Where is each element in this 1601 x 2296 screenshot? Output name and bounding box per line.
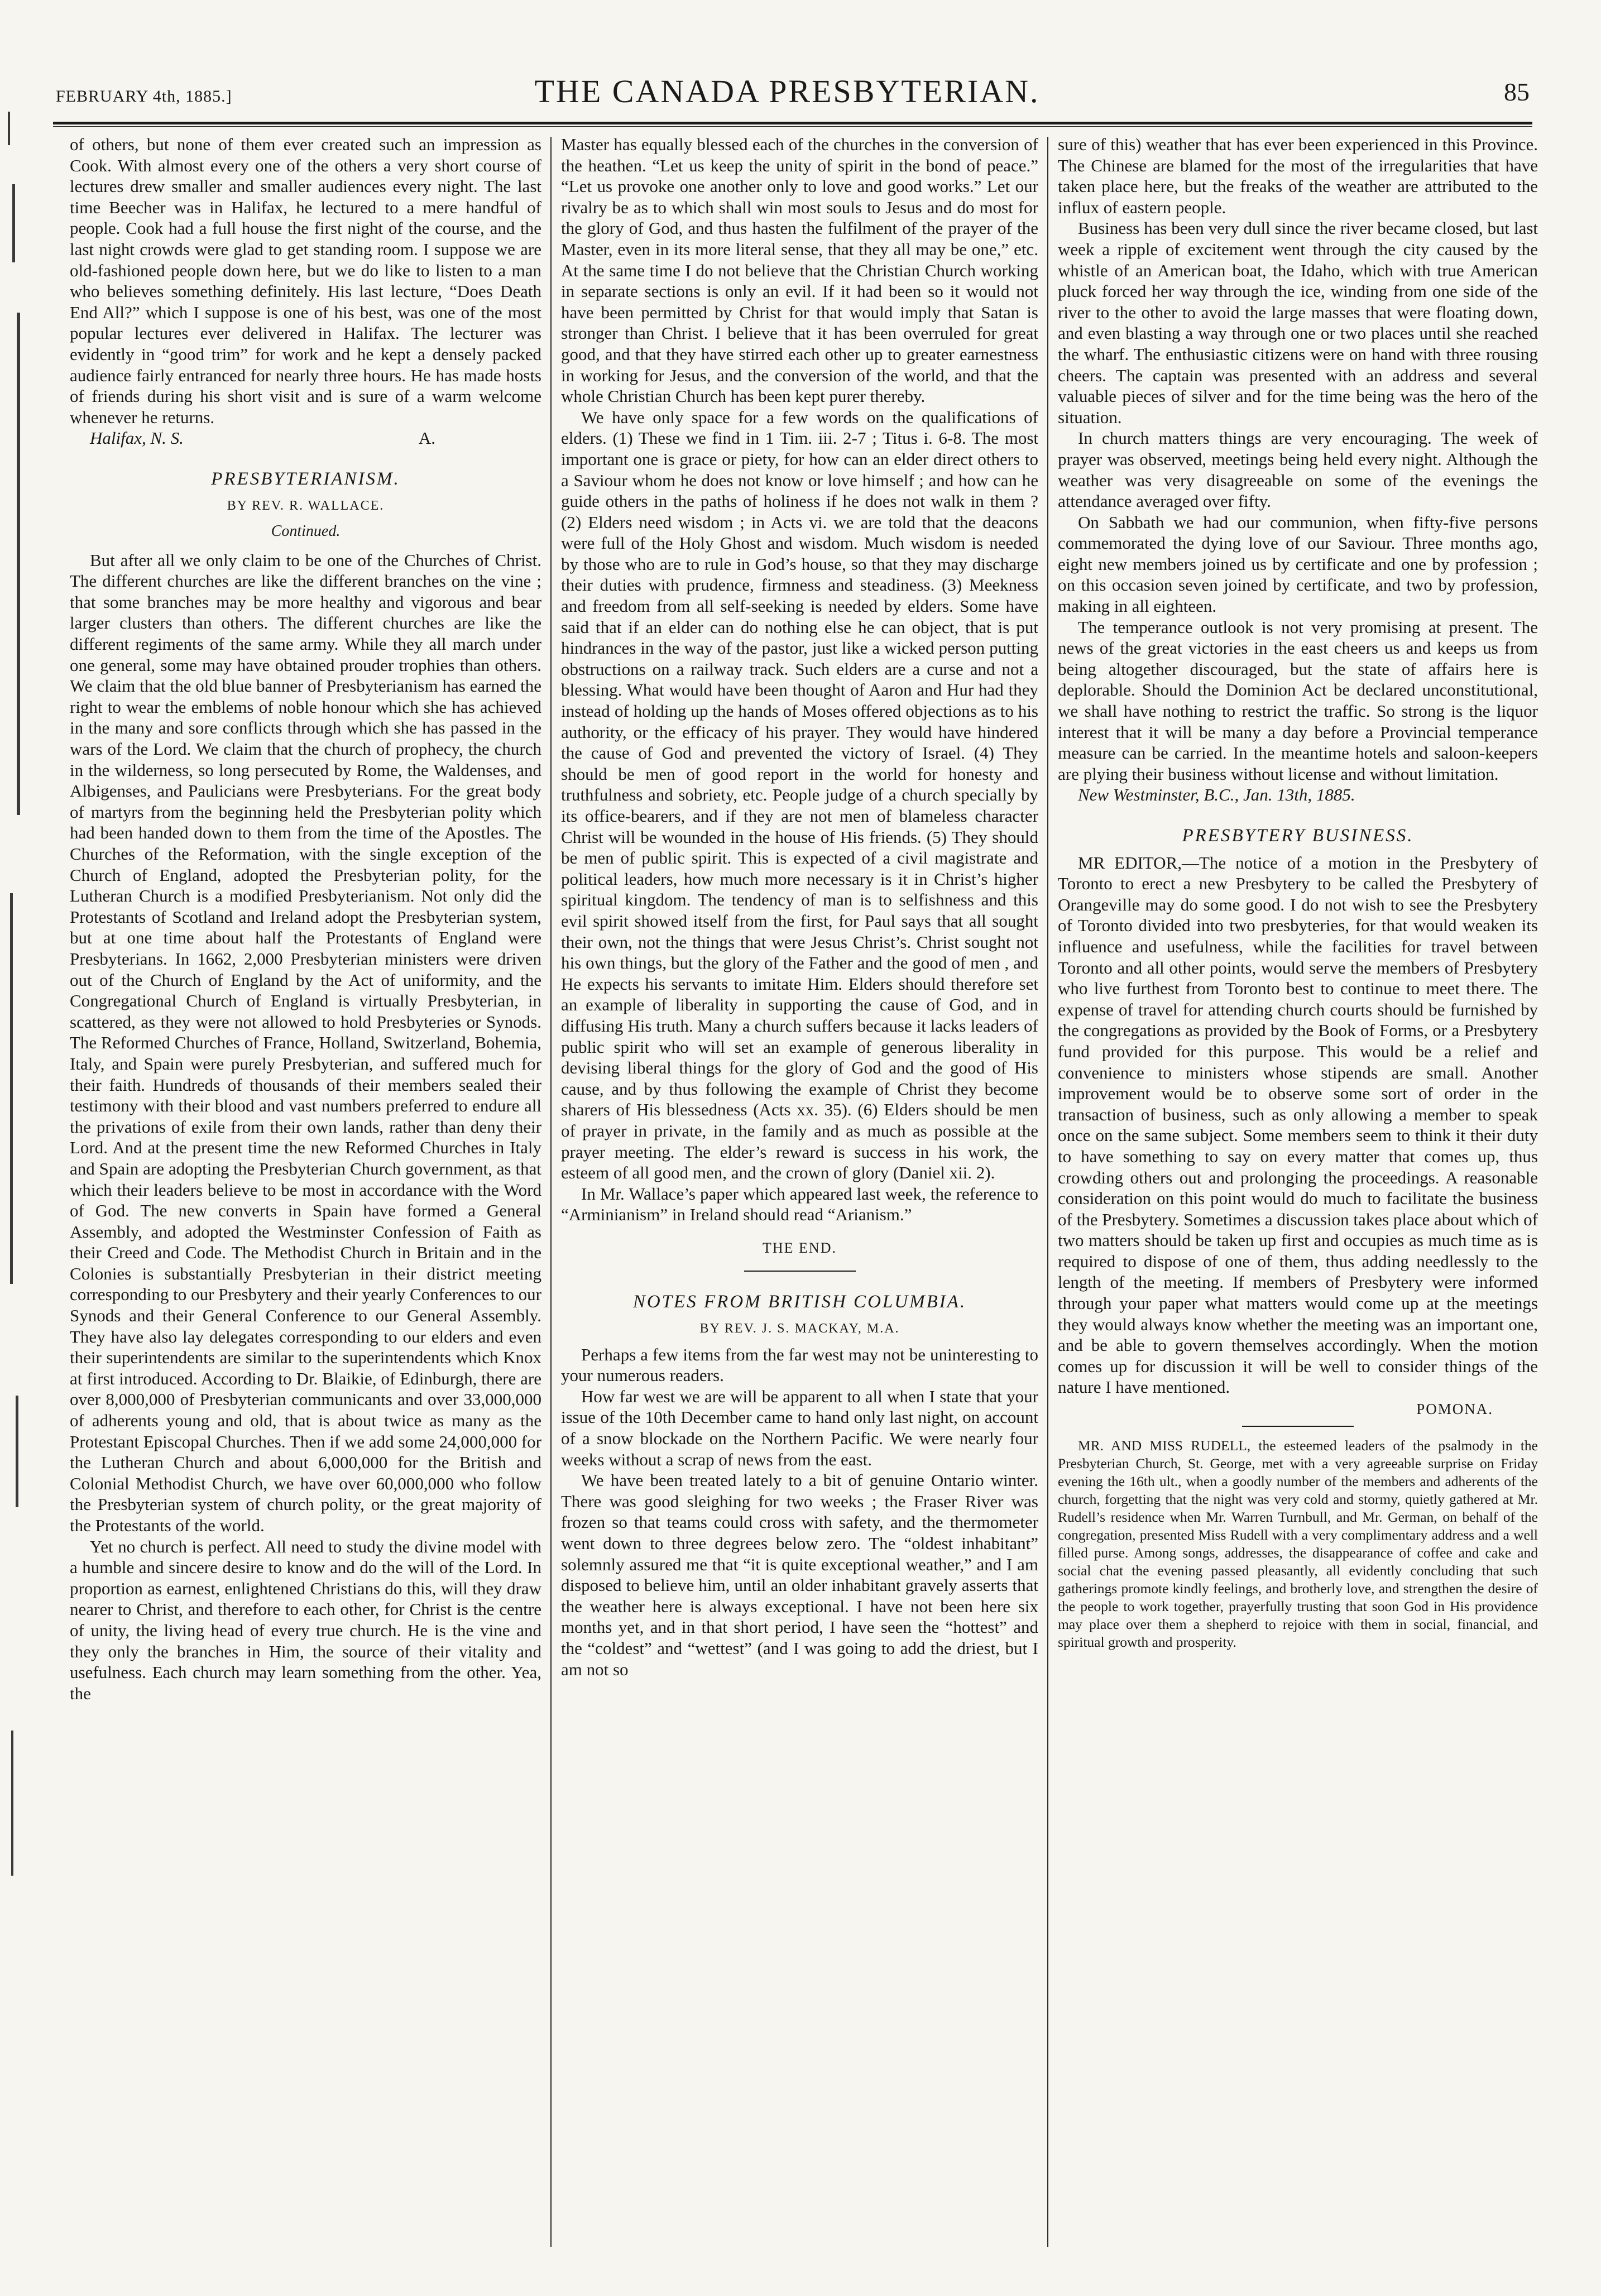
article-paragraph: Business has been very dull since the river became closed, but last week a ripple of excitement went through the city caused by the whistle of an American boat, the Idaho, which with true American pluck forced her way through the ice, winding from one side of the river to the other to avoid the large masses that were floating down, and even blasting a way through one or two places until she reached the wharf. The enthusiastic citizens were on hand with three rousing cheers. The captain was presented with an address and several valuable pieces of silver and for the time being was the hero of the situation. [1058, 218, 1538, 427]
halifax-letter-text: of others, but none of them ever created such an impression as Cook. With almost every one of the others a very short course of lectures drew smaller and smaller audiences every night. The last time Beecher was in Halifax, he lectured to a mere handful of people. Cook had a full house the first night of the course, and the last night crowds were glad to get standing room. I suppose we are old-fashioned people down here, but we do like to listen to a man who believes something definitely. His last lecture, “Does Death End All?” which I suppose is one of his best, was one of the most popular lectures ever delivered in Halifax. The lecturer was evidently in “good trim” for work and he kept a densely packed audience fairly entranced for nearly three hours. He has made hosts of friends during his short visit and is sure of a warm welcome whenever he returns. [70, 135, 541, 427]
article-paragraph: We have only space for a few words on the qualifications of elders. (1) These we find in 1 Tim. iii. 2-7 ; Titus i. 6-8. The most important one is grace or piety, for how can an elder direct others to a Saviour whom he does not know or love himself ; and how can he guide others in the paths of holiness if he does not walk in them ? (2) Elders need wisdom ; in Acts vi. we are told that the deacons were full of the Holy Ghost and wisdom. Much wisdom is needed by those who are to rule in God’s house, so that they may discharge their duties with prudence, firmness and steadiness. (3) Meekness and freedom from all self-seeking is needed by elders. Some have said that if an elder can do nothing else he can object, that is put hindrances in the way of the pastor, just like a wicked person putting obstructions on a railway track. Such elders are a curse and not a blessing. What would have been thought of Aaron and Hur had they instead of holding up the hands of Moses offered objections as to his authority, or the efficacy of his prayer. They would have hindered the cause of God and prevented the victory of Israel. (4) They should be men of good report in the world for honesty and truthfulness and sobriety, etc. People judge of a church specially by its office-bearers, and if they are not men of blameless character Christ will be wounded in the house of His friends. (5) They should be men of public spirit. This is expected of a civil magistrate and political leaders, how much more necessary is it in Christ’s higher spiritual kingdom. The tendency of man is to selfishness and this evil spirit showed itself from the first, for Paul says that all sought their own, not the things that were Jesus Christ’s. Christ sought not his own things, but the glory of the Father and the good of men , and He expects his servants to imitate Him. Elders should therefore set an example of liberality in supporting the cause of God, and in diffusing His truth. Many a church suffers because it lacks leaders of public spirit who will set an example of generous liberality in devising liberal things for the glory of God and the good of His cause, and by thus following the example of Christ they become sharers of His blessedness (Acts xx. 35). (6) Elders should be men of prayer in private, in the family and as much as possible at the prayer meeting. The elder’s reward is success in his work, the esteem of all good men, and the crown of glory (Daniel xii. 2). [561, 407, 1038, 1183]
article-paragraph: Yet no church is perfect. All need to study the divine model with a humble and sincere desire to know and do the will of the Lord. In proportion as earnest, enlightened Christians do this, will they draw nearer to Christ, and therefore to each other, for Christ is the centre of unity, the living head of every true church. He is the vine and they only the branches in Him, the source of their vitality and usefulness. Each church may learn something from the other. Yea, the [70, 1536, 541, 1703]
article-headline: PRESBYTERY BUSINESS. [1182, 826, 1414, 846]
issue-date: FEBRUARY 4th, 1885.] [56, 87, 232, 106]
article-end-marker: THE END. [763, 1239, 837, 1256]
notice-text: MR. AND MISS RUDELL, the esteemed leaders of the psalmody in the Presbyterian Church, St. George, met with a very agreeable surprise on Friday evening the 16th ult., when a goodly number of the members and adherents of the church, forgetting that the night was very cold and stormy, quietly gathered at Mr. Rudell’s residence when Mr. Warren Turnbull, and Mr. German, on behalf of the congregation, presented Miss Rudell with a very complimentary address and a well filled purse. Among songs, addresses, the disappearance of coffee and cake and social chat the evening passed pleasantly, all evidently concluding that such gatherings promote kindly feelings, and brotherly love, and strengthen the desire of the people to work together, prayerfully trusting that soon God in His providence may place over them a shepherd to rejoice with them in social, financial, and spiritual growth and prosperity. [1058, 1437, 1538, 1650]
erratum-note: In Mr. Wallace’s paper which appeared last week, the reference to “Arminianism” in Ireland should read “Arianism.” [561, 1183, 1038, 1225]
masthead [33, 73, 1541, 123]
masthead-rule-thin [53, 126, 1532, 127]
dateline: New Westminster, B.C., Jan. 13th, 1885. [1078, 785, 1355, 805]
article-byline: BY REV. R. WALLACE. [227, 498, 385, 513]
letter-signoff: A. [418, 428, 435, 448]
dateline-place: Halifax, N. S. [90, 428, 184, 448]
article-paragraph: But after all we only claim to be one of the Churches of Christ. The different churches are like the different branches on the vine ; that some branches may be more healthy and vigorous and bear larger clusters than others. The different churches are like the different regiments of the same army. While they all march under one general, some may have obtained prouder trophies than others. We claim that the old blue banner of Presbyterianism has earned the right to wear the emblems of noble honour which she has achieved in the many and sore conflicts through which she has passed in the wars of the Lord. We claim that the church of prophecy, the church in the wilderness, so long persecuted by Rome, the Waldenses, and Albigenses, and Paulicians were Presbyterians. For the great body of martyrs from the beginning held the Presbyterian polity which had been handed down to them from the time of the Apostles. The Churches of the Reformation, with the single exception of the Church of England, adopted the Presbyterian polity, for the Lutheran Church is a modified Presbyterianism. Not only did the Protestants of Scotland and Ireland adopt the Presbyterian system, but at one time about half the Protestants of England were Presbyterians. In 1662, 2,000 Presbyterian ministers were driven out of the Church of England by the Act of uniformity, and the Congregational Church of England is virtually Presbyterian, in scattered, as they were not allowed to hold Presbyteries or Synods. The Reformed Churches of France, Holland, Switzerland, Bohemia, Italy, and Spain were purely Presbyterian, and suffered much for their faith. Hundreds of thousands of their members sealed their testimony with their blood and vast numbers preferred to endure all the privations of exile from their own lands, rather than deny their Lord. And at the present time the new Reformed Churches in Italy and Spain are adopting the Presbyterian Church government, as that which their leaders believe to be most in accordance with the Word of God. The new converts in Spain have formed a General Assembly, and adopted the Westminster Confession of Faith as their Creed and Code. The Methodist Church in Britain and in the Colonies is substantially Presbyterian in their district meeting corresponding to our Presbytery and their yearly Conferences to our Synods and their General Conference to our General Assembly. They have also lay delegates corresponding to our elders and even their superintendents are similar to the superintendents which Knox at first introduced. According to Dr. Blaikie, of Edinburgh, there are over 8,000,000 of Presbyterian communicants and over 33,000,000 of adherents young and old, that is about twice as many as the Protestant Episcopal Churches. Then if we add some 24,000,000 for the Lutheran Church and about 6,000,000 for the British and Colonial Methodist Church, we have over 60,000,000 who follow the Presbyterian system of church polity, or the great majority of the Protestants of the world. [70, 550, 541, 1535]
letter-text: MR EDITOR,—The notice of a motion in the Presbytery of Toronto to erect a new Presbytery to be called the Presbytery of Orangeville may do some good. I do not wish to see the Presbytery of Toronto divided into two presbyteries, for that would weaken its influence and usefulness, while the facilities for travel between Toronto and all other points, would serve the members of Presbytery who live furthest from Toronto best to continue to meet there. The expense of travel for attending church courts should be furnished by the congregations as provided by the Book of Forms, or a Presbytery fund provided for this purpose. This would be a relief and convenience to ministers whose stipends are small. Another improvement would be to observe some sort of order in the transaction of business, such as only allowing a member to speak once on the same subject. Some members seem to think it their duty to have something to say on every matter that comes up, thus crowding others out and prolonging the proceedings. A reasonable consideration on this point would do much to facilitate the business of the Presbytery. Sometimes a discussion takes place about which of two matters should be taken up first and occupies as much time as is required to dispose of one of them, thus adding needlessly to the length of the meeting. If members of Presbytery were informed through your paper what matters would come up at the meetings they would always know whether the meeting was an important one, and be able to govern themselves accordingly. When the motion comes up for discussion it will be well to consider things of the nature I have mentioned. [1058, 852, 1538, 1397]
section-separator [1242, 1426, 1354, 1427]
letter-signature: POMONA. [1416, 1401, 1493, 1418]
section-separator [744, 1271, 856, 1272]
article-paragraph: How far west we are will be apparent to all when I state that your issue of the 10th December came to hand only last night, on account of a snow blockade on the Northern Pacific. We were nearly four weeks without a scrap of news from the east. [561, 1386, 1038, 1469]
column-1 [70, 134, 541, 2272]
article-paragraph: Master has equally blessed each of the churches in the conversion of the heathen. “Let us keep the unity of spirit in the bond of peace.” “Let us provoke one another only to love and good works.” Let our rivalry be as to which shall win most souls to Jesus and do most for the glory of God, and thus hasten the fulfilment of the prayer of the Master, even in its more literal sense, that they all may be one,” etc. At the same time I do not believe that the Christian Church working in separate sections is only an evil. If it had been so it would not have been permitted by Christ for that would imply that Satan is stronger than Christ. I believe that it has been overruled for great good, and that they have stirred each other up to greater earnestness in working for Jesus, and the conversion of the world, and that the whole Christian Church has been kept purer thereby. [561, 135, 1038, 406]
column-2 [561, 134, 1038, 2272]
column-3 [1058, 134, 1538, 2272]
scan-edge-marks [0, 0, 45, 2296]
article-continued-note: Continued. [271, 523, 341, 540]
article-headline: PRESBYTERIANISM. [211, 468, 400, 489]
article-byline: BY REV. J. S. MACKAY, M.A. [699, 1321, 900, 1336]
column-divider [550, 137, 552, 2247]
article-paragraph: The temperance outlook is not very promising at present. The news of the great victories in the east cheers us and keeps us from being altogether discouraged, but the state of affairs here is deplorable. Should the Dominion Act be declared unconstitutional, we shall have nothing to restrict the traffic. So strong is the liquor interest that it will be many a day before a Provincial temperance measure can be carried. In the meantime hotels and saloon-keepers are plying their business without license and without limitation. [1058, 617, 1538, 784]
article-paragraph: sure of this) weather that has ever been experienced in this Province. The Chinese are blamed for the most of the irregularities that have taken place here, but the freaks of the weather are attributed to the influx of eastern people. [1058, 135, 1538, 217]
page-number: 85 [1504, 78, 1530, 106]
article-paragraph: On Sabbath we had our communion, when fifty-five persons commemorated the dying love of our Saviour. Three months ago, eight new members joined us by certificate and one by profession ; on this occasion seven joined by certificate, and two by profession, making in all eighteen. [1058, 512, 1538, 616]
article-paragraph: We have been treated lately to a bit of genuine Ontario winter. There was good sleighing for two weeks ; the Fraser River was frozen so that teams could cross with safety, and the thermometer went down to three degrees below zero. The “oldest inhabitant” solemnly assured me that “it is quite exceptional weather,” and I am disposed to believe him, until an older inhabitant gravely asserts that the weather here is always exceptional. I have not been here six months yet, and in that short period, I have seen the “hottest” and the “coldest” and “wettest” (and I was going to add the driest, but I am not so [561, 1470, 1038, 1679]
masthead-rule [53, 122, 1532, 124]
column-divider [1047, 137, 1048, 2247]
article-headline: NOTES FROM BRITISH COLUMBIA. [632, 1292, 967, 1312]
newspaper-title: THE CANADA PRESBYTERIAN. [534, 73, 1040, 109]
article-paragraph: In church matters things are very encouraging. The week of prayer was observed, meetings being held every night. Although the weather was very disagreeable on some of the evenings the attendance averaged over fifty. [1058, 428, 1538, 511]
article-paragraph: Perhaps a few items from the far west may not be uninteresting to your numerous readers. [561, 1344, 1038, 1386]
dateline [70, 428, 541, 449]
